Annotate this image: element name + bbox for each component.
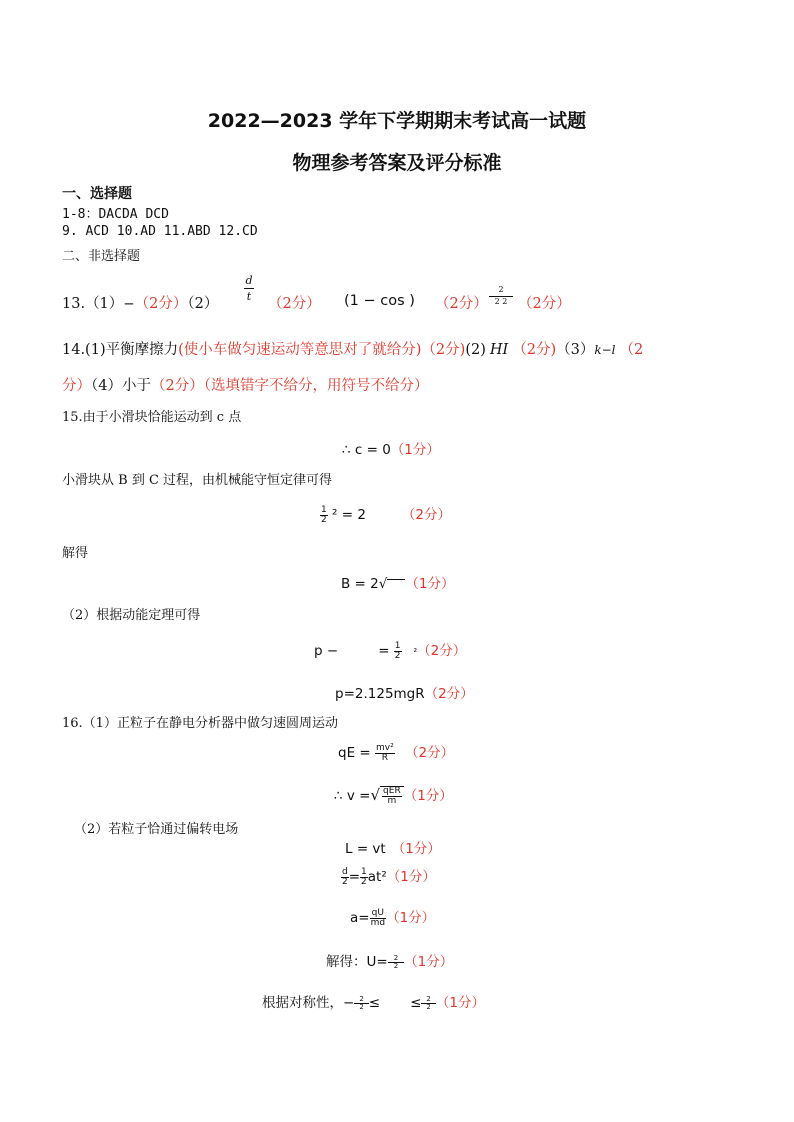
q15-eq2-frac — [320, 506, 328, 525]
q13-line — [62, 292, 218, 313]
q14-score2: （2分) — [512, 342, 557, 358]
q16-eq1-frac — [375, 744, 395, 763]
q14-part1: 14.(1)平衡摩擦力 — [62, 342, 179, 358]
q16-eq4 — [341, 865, 436, 887]
q15-eq4 — [314, 639, 466, 661]
q16-eq4-right: at² — [367, 869, 387, 885]
q15-eq4-frac-den: 2 — [394, 650, 401, 661]
q16-eq4-frac-right-num: 1 — [361, 866, 367, 877]
q16-eq5-score: （1分） — [386, 910, 436, 926]
q16-eq5 — [350, 906, 435, 928]
q16-eq7-frac1 — [354, 996, 368, 1011]
q15-eq5-score: （2分） — [424, 686, 474, 702]
q16-eq6 — [326, 950, 453, 970]
q14-part3: （3） — [556, 342, 595, 358]
q16-eq4-eq: = — [348, 869, 361, 885]
q16-eq5-frac-num: qU — [371, 907, 384, 918]
q16-eq7-frac1-num: 2 — [359, 994, 364, 1003]
q15-eq2 — [320, 503, 451, 525]
q16-eq5-frac-den: md — [370, 917, 386, 928]
q16-eq4-frac-left-den: 2 — [342, 876, 348, 887]
q15-eq3 — [341, 572, 454, 592]
q16-eq6-frac-den: 2 — [388, 962, 404, 970]
q14-hi: HI — [489, 342, 509, 358]
q15-eq1-score: （1分） — [390, 442, 440, 458]
q15-eq5 — [335, 682, 474, 702]
page-subtitle: 物理参考答案及评分标准 — [292, 152, 502, 174]
q14-score3b: 分） — [62, 378, 91, 394]
q16-eq6-frac — [388, 955, 404, 970]
q16-eq3-expr: L = vt — [345, 841, 386, 857]
q15-eq2-frac-num: 1 — [321, 504, 327, 515]
q16-eq2-frac-num: qER — [383, 785, 401, 796]
q16-eq1-frac-den: R — [375, 753, 395, 763]
q14-part1-note: (使小车做匀速运动等意思对了就给分)（2分) — [178, 342, 466, 358]
q13-part1: （1） — [85, 296, 124, 312]
q16-eq7-frac2-num: 2 — [426, 994, 431, 1003]
q14-part4: （4）小于 — [91, 378, 151, 394]
q15-eq4-eq: = — [378, 643, 390, 659]
q13-num: 13. — [62, 296, 86, 312]
q15-eq4-score: （2分） — [417, 643, 467, 659]
q13-score2: （2分） — [268, 296, 321, 312]
q15-eq3-expr: B = 2√ — [341, 576, 388, 592]
q15-eq5-expr: p=2.125mgR — [335, 686, 425, 702]
q16-eq1-score: （2分） — [405, 745, 455, 761]
q14-part2: (2) — [465, 342, 486, 358]
q16-eq4-frac-right-den: 2 — [361, 876, 367, 887]
q13-frac-d-t — [244, 274, 254, 303]
answers-9-12: 9. ACD 10.AD 11.ABD 12.CD — [62, 224, 258, 239]
q16-eq5-left: a= — [350, 910, 370, 926]
q15-intro: 15.由于小滑块恰能运动到 c 点 — [62, 410, 242, 425]
q16-eq6-score: （1分） — [404, 954, 454, 970]
q15-eq2-expr: ² = 2 — [327, 507, 366, 523]
q16-eq4-frac-right — [360, 868, 368, 887]
q13-score3: （2分） — [435, 296, 488, 312]
q15-text4: （2）根据动能定理可得 — [62, 608, 201, 623]
q16-eq7 — [262, 991, 485, 1011]
q16-intro: 16.（1）正粒子在静电分析器中做匀速圆周运动 — [62, 716, 338, 731]
q14-line2 — [62, 374, 428, 395]
q15-eq1-expr: ∴ c = 0 — [342, 442, 391, 458]
q16-eq7-le1: ≤ — [368, 995, 381, 1011]
q14-k-l: k−l — [594, 343, 616, 357]
q13-score4: （2分） — [518, 296, 571, 312]
q13-frac2-num: 2 — [498, 285, 504, 294]
q16-eq5-frac — [370, 909, 386, 928]
q16-eq2-score: （1分） — [403, 788, 453, 804]
q13-part2: （2） — [187, 296, 219, 312]
q16-eq6-left: 解得：U= — [326, 954, 388, 970]
q16-eq2-frac-den: m — [382, 796, 402, 806]
q13-frac2 — [489, 286, 513, 307]
section-heading-choice: 一、选择题 — [62, 186, 132, 202]
q16-text2: （2）若粒子恰通过偏转电场 — [74, 822, 239, 837]
q16-eq7-frac2 — [421, 996, 435, 1011]
q16-eq4-score: （1分） — [386, 869, 436, 885]
q15-text2: 小滑块从 B 到 C 过程，由机械能守恒定律可得 — [62, 473, 333, 488]
q16-eq7-frac2-den: 2 — [421, 1003, 435, 1011]
answers-1-8: 1-8：DACDA DCD — [62, 207, 169, 222]
q14-score3a: （2 — [619, 342, 644, 358]
q16-eq1-frac-num: mv² — [376, 742, 394, 753]
q13-frac-den: t — [246, 290, 252, 304]
section-heading-nonchoice: 二、非选择题 — [62, 249, 141, 264]
q15-eq1 — [342, 438, 440, 458]
q13-dash: − — [123, 296, 135, 312]
q13-frac-num: d — [245, 274, 253, 287]
q16-eq3-score: （1分） — [391, 841, 441, 857]
q13-expr: (1 − cos ) — [344, 293, 415, 309]
q16-eq4-frac-left — [341, 868, 349, 887]
q16-eq2-frac — [382, 787, 402, 806]
page-title: 2022—2023 学年下学期期末考试高一试题 — [207, 110, 587, 132]
q15-eq2-score: （2分） — [401, 507, 452, 523]
q16-eq7-left: 根据对称性，− — [262, 995, 355, 1011]
q15-eq3-sqrt-bar — [387, 579, 405, 590]
q16-eq1 — [338, 741, 454, 763]
q16-eq7-score: （1分） — [435, 995, 485, 1011]
q16-eq7-le2: ≤ — [410, 995, 422, 1011]
q16-eq6-frac-num: 2 — [393, 953, 399, 962]
q16-eq4-frac-left-num: d — [342, 866, 348, 877]
q16-eq2-left: ∴ v = — [334, 788, 371, 804]
q15-eq3-score: （1分） — [405, 576, 455, 592]
q16-eq2: ∴ v =√ $\frac{\text{qER}}{m}$ （1分） — [334, 785, 453, 806]
q15-eq4-left: p − — [314, 643, 339, 659]
q15-text3: 解得 — [62, 546, 89, 561]
q13-score1: （2分） — [134, 296, 188, 312]
q14-line1 — [62, 338, 643, 359]
q15-eq2-frac-den: 2 — [321, 514, 327, 525]
q16-eq7-frac1-den: 2 — [354, 1003, 368, 1011]
q15-eq4-sq: ² — [413, 648, 418, 658]
q14-score4: （2分）（选填错字不给分，用符号不给分） — [150, 378, 429, 394]
q16-eq3 — [345, 837, 441, 857]
q15-eq4-frac-num: 1 — [394, 640, 401, 651]
q16-eq1-left: qE = — [338, 745, 371, 761]
q15-eq4-frac — [394, 642, 402, 661]
q13-frac2-den: 2 2 — [494, 296, 508, 306]
